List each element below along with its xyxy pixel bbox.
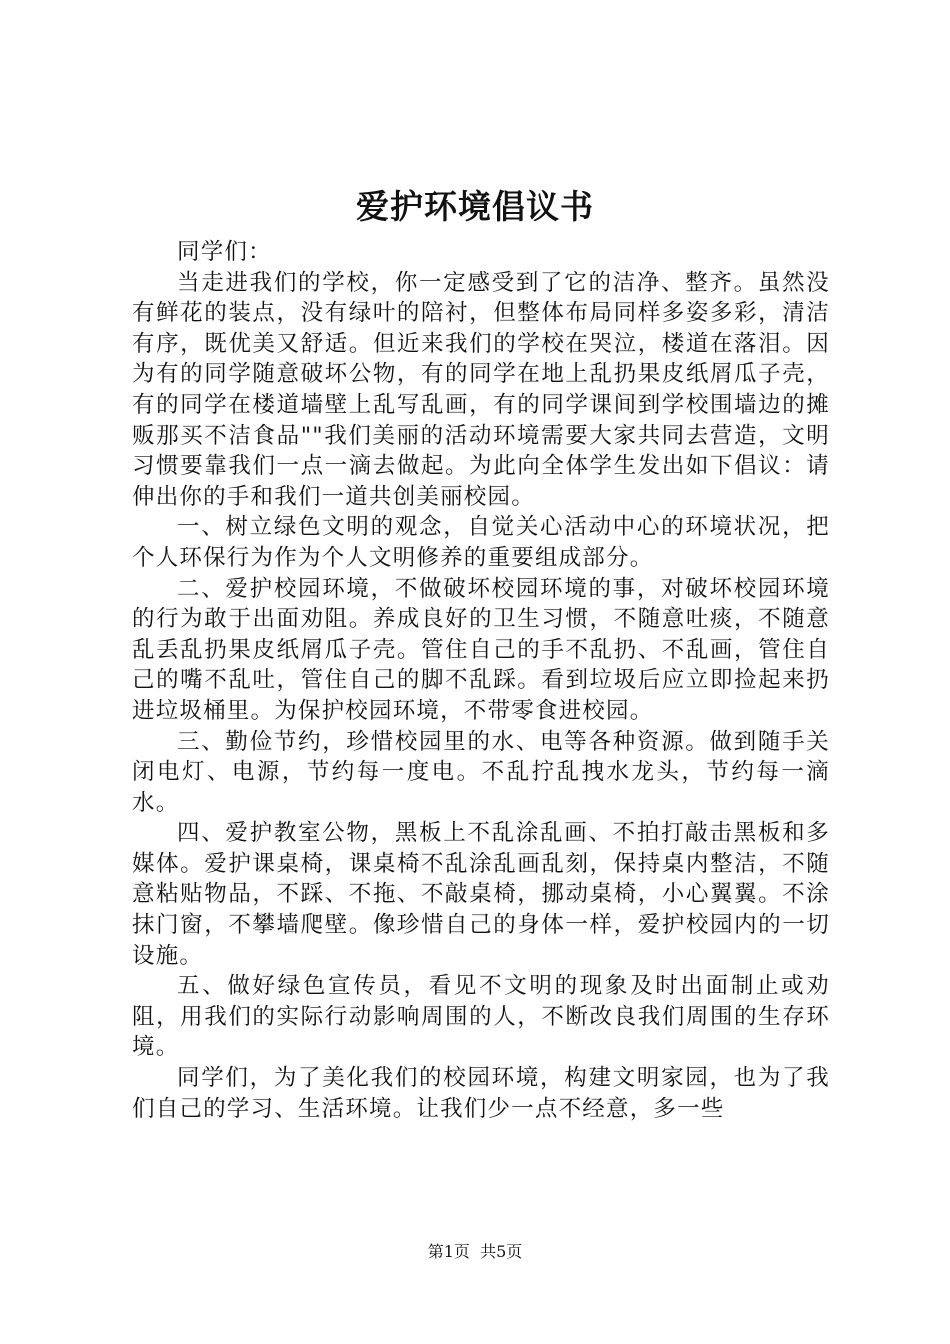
paragraph-item-5: 五、做好绿色宣传员，看见不文明的现象及时出面制止或劝阻，用我们的实际行动影响周围的人，不断改良我们周围的生存环境。 xyxy=(132,973,830,1061)
paragraph-intro: 当走进我们的学校，你一定感受到了它的洁净、整齐。虽然没有鲜花的装点，没有绿叶的陪衬，但整体布局同样多姿多彩，清洁有序，既优美又舒适。但近来我们的学校在哭泣，楼道在落泪。因为有的同学随意破坏公物，有的同学在地上乱扔果皮纸屑瓜子壳，有的同学在楼道墙壁上乱写乱画，有的同学课间到学校围墙边的摊贩那买不洁食品""我们美丽的活动环境需要大家共同去营造，文明习惯要靠我们一点一滴去做起。为此向全体学生发出如下倡议：请伸出你的手和我们一道共创美丽校园。 xyxy=(132,269,830,510)
page-total: 共5页 xyxy=(480,1242,523,1261)
document-body xyxy=(132,237,830,1124)
paragraph-closing: 同学们，为了美化我们的校园环境，构建文明家园，也为了我们自己的学习、生活环境。让我们少一点不经意，多一些 xyxy=(132,1065,830,1122)
greeting: 同学们： xyxy=(177,239,272,265)
page-number: 第1页 xyxy=(427,1242,470,1261)
paragraph-item-4: 四、爱护教室公物，黑板上不乱涂乱画、不拍打敲击黑板和多媒体。爱护课桌椅，课桌椅不乱涂乱画乱刻，保持桌内整洁，不随意粘贴物品，不踩、不拖、不敲桌椅，挪动桌椅，小心翼翼。不涂抹门窗，不攀墙爬壁。像珍惜自己的身体一样，爱护校园内的一切设施。 xyxy=(132,820,830,969)
page-footer xyxy=(0,1240,950,1264)
paragraph-item-1: 一、树立绿色文明的观念，自觉关心活动中心的环境状况，把个人环保行为作为个人文明修养的重要组成部分。 xyxy=(132,514,830,571)
paragraph-item-2: 二、爱护校园环境，不做破坏校园环境的事，对破坏校园环境的行为敢于出面劝阻。养成良好的卫生习惯，不随意吐痰，不随意乱丢乱扔果皮纸屑瓜子壳。管住自己的手不乱扔、不乱画，管住自己的嘴不乱吐，管住自己的脚不乱踩。看到垃圾后应立即捡起来扔进垃圾桶里。为保护校园环境，不带零食进校园。 xyxy=(132,575,830,724)
paragraph-item-3: 三、勤俭节约，珍惜校园里的水、电等各种资源。做到随手关闭电灯、电源，节约每一度电。不乱拧乱拽水龙头，节约每一滴水。 xyxy=(132,728,830,816)
document-title: 爱护环境倡议书 xyxy=(356,187,594,226)
